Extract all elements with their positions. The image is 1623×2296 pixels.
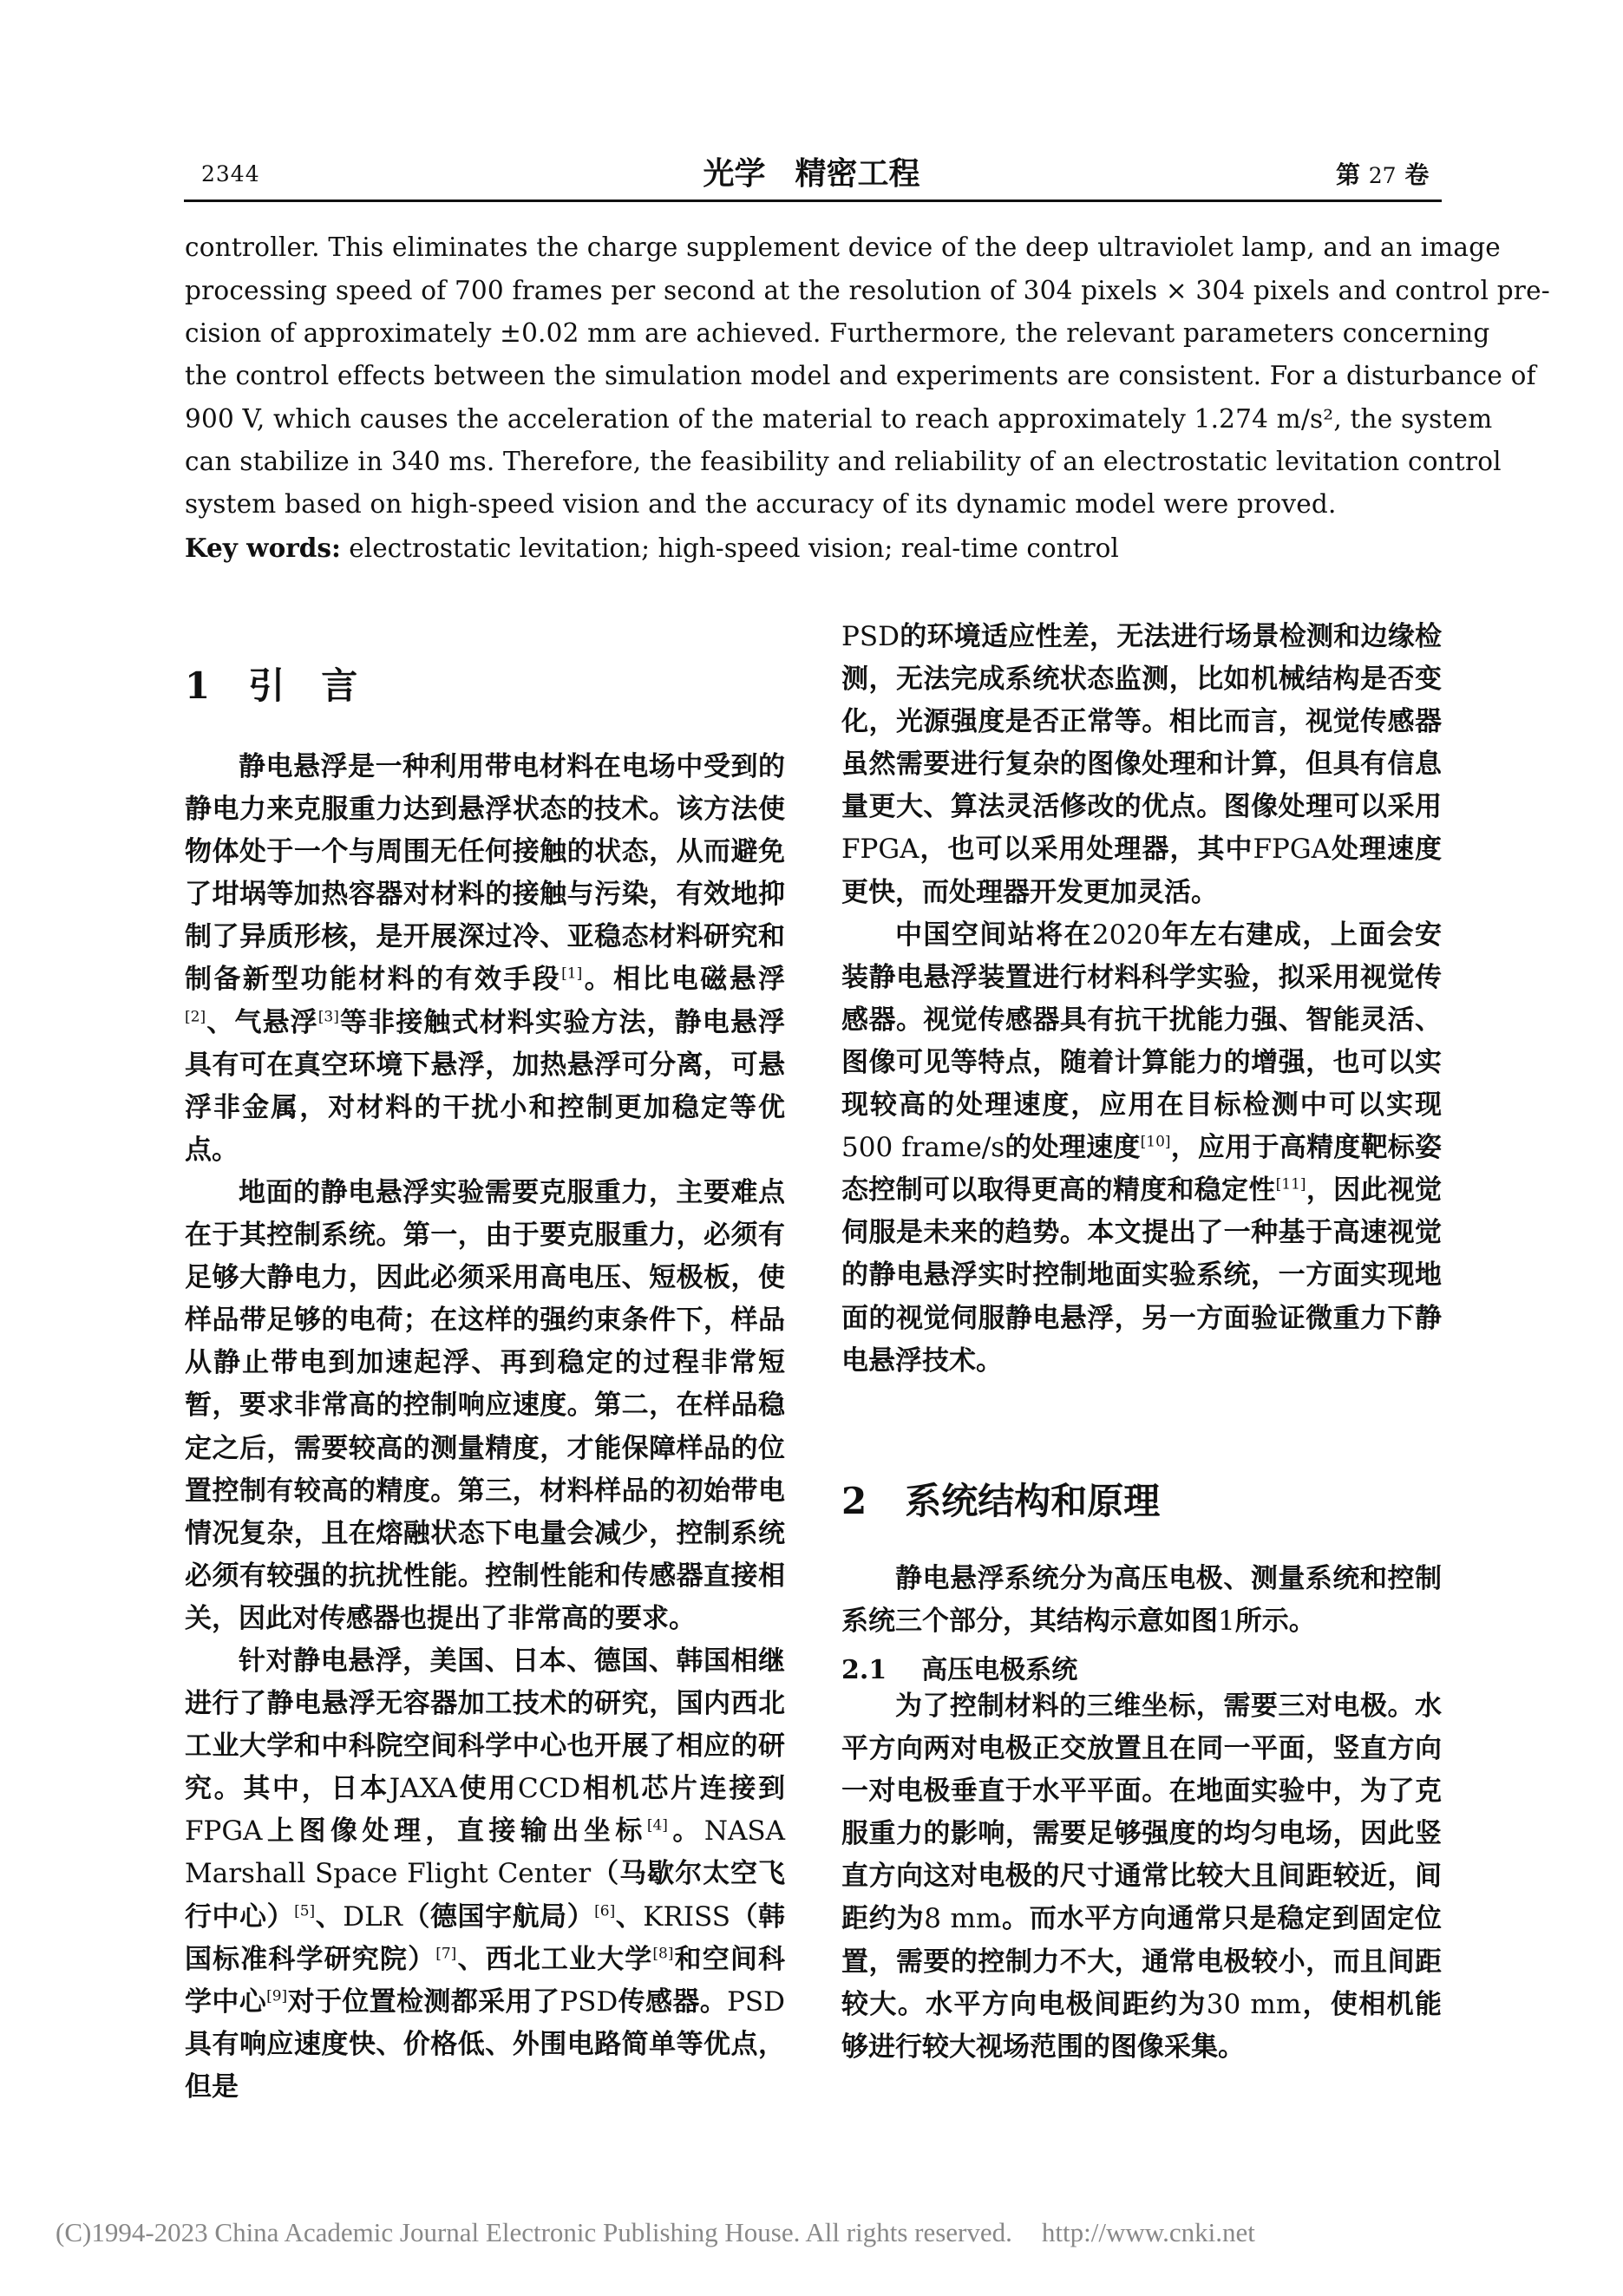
paragraph: 地面的静电悬浮实验需要克服重力，主要难点在于其控制系统。第一，由于要克服重力，必须有足够大静电力，因此必须采用高电压、短极板，使样品带足够的电荷；在这样的强约束条件下，样品从静止带电到加速起浮、再到稳定的过程非常短暂，要求非常高的控制响应速度。第二，在样品稳定之后，需要较高的测量精度，才能保障样品的位置控制有较高的精度。第三，材料样品的初始带电情况复杂，且在熔融状态下电量会减少，控制系统必须有较强的抗扰性能。控制性能和传感器直接相关，因此对传感器也提出了非常高的要求。 xyxy=(185,1176,785,1634)
paragraph-continued: PSD的环境适应性差，无法进行场景检测和边缘检测，无法完成系统状态监测，比如机械结构是否变化，光源强度是否正常等。相比而言，视觉传感器虽然需要进行复杂的图像处理和计算，但具有信息量更大、算法灵活修改的优点。图像处理可以采用FPGA，也可以采用处理器，其中FPGA处理速度更快，而处理器开发更加灵活。 xyxy=(841,621,1443,908)
section-number: 2 xyxy=(841,1480,867,1522)
volume-number: 27 xyxy=(1368,163,1397,188)
keywords-label: Key words: xyxy=(185,533,341,563)
citation[interactable]: [6] xyxy=(594,1902,616,1920)
citation[interactable]: [2] xyxy=(185,1008,206,1026)
abstract-line: the control effects between the simulation model and experiments are consistent. For a disturbance of xyxy=(185,361,1536,390)
header-rule xyxy=(184,200,1442,202)
subsection-number: 2.1 xyxy=(841,1655,887,1685)
abstract-line: cision of approximately ±0.02 mm are achieved. Furthermore, the relevant parameters concerning xyxy=(185,318,1490,348)
abstract-line: can stabilize in 340 ms. Therefore, the feasibility and reliability of an electrostatic levitation control xyxy=(185,447,1502,476)
abstract-line: 900 V, which causes the acceleration of the material to reach approximately 1.274 m/s², the system xyxy=(185,404,1493,434)
copyright-notice: (C)1994-2023 China Academic Journal Electronic Publishing House. All rights reserved. xyxy=(56,2217,1012,2247)
citation[interactable]: [4] xyxy=(646,1817,668,1835)
section-title: 引 言 xyxy=(248,664,358,707)
volume-prefix: 第 xyxy=(1336,160,1361,189)
left-column xyxy=(185,746,785,2109)
journal-title-part2: 精密工程 xyxy=(795,156,920,192)
citation[interactable]: [7] xyxy=(435,1945,457,1963)
paragraph: 静电悬浮系统分为高压电极、测量系统和控制系统三个部分，其结构示意如图1所示。 xyxy=(841,1563,1442,1638)
subsection-2-1-body xyxy=(841,1685,1442,2069)
paragraph: 为了控制材料的三维坐标，需要三对电极。水平方向两对电极正交放置且在同一平面，竖直方向一对电极垂直于水平平面。在地面实验中，为了克服重力的影响，需要足够强度的均匀电场，因此竖直方向这对电极的尺寸通常比较大且间距较近，间距约为8 mm。而水平方向通常只是稳定到固定位置，需要的控制力不大，通常电极较小，而且间距较大。水平方向电极间距约为30 mm，使相机能够进行较大视场范围的图像采集。 xyxy=(841,1691,1443,2063)
subsection-2-1-heading xyxy=(841,1648,1077,1686)
paragraph: 静电悬浮是一种利用带电材料在电场中受到的静电力来克服重力达到悬浮状态的技术。该方法使物体处于一个与周围无任何接触的状态，从而避免了坩埚等加热容器对材料的接触与污染，有效地抑制了异质形核，是开展深过冷、亚稳态材料研究和制备新型功能材料的有效手段[1]。相比电磁悬浮[2]、气悬浮[3]等非接触式材料实验方法，静电悬浮具有可在真空环境下悬浮，加热悬浮可分离，可悬浮非金属，对材料的干扰小和控制更加稳定等优点。 xyxy=(185,751,786,1166)
citation[interactable]: [1] xyxy=(561,965,583,984)
figure-ref[interactable]: 1 xyxy=(1218,1606,1235,1638)
citation[interactable]: [11] xyxy=(1275,1175,1306,1194)
footer-url[interactable]: http://www.cnki.net xyxy=(1041,2217,1255,2247)
abstract-line: system based on high-speed vision and the accuracy of its dynamic model were proved. xyxy=(185,489,1337,519)
volume-suffix: 卷 xyxy=(1404,160,1430,189)
section-title: 系统结构和原理 xyxy=(905,1480,1161,1522)
journal-title-part1: 光学 xyxy=(703,156,766,192)
citation[interactable]: [9] xyxy=(266,1987,288,2005)
citation[interactable]: [5] xyxy=(294,1902,316,1920)
page-number: 2344 xyxy=(201,161,260,186)
citation[interactable]: [8] xyxy=(652,1945,674,1963)
paragraph: 针对静电悬浮，美国、日本、德国、韩国相继进行了静电悬浮无容器加工技术的研究，国内西北工业大学和中科院空间科学中心也开展了相应的研究。其中，日本JAXA使用CCD相机芯片连接到FPGA上图像处理，直接输出坐标[4]。NASA Marshall Space Flight Center（马歇尔太空飞行中心）[5]、DLR（德国宇航局）[6]、KRISS（韩国标准科学研究院）[7]、西北工业大学[8]和空间科学中心[9]对于位置检测都采用了PSD传感器。PSD具有响应速度快、价格低、外围电路简单等优点，但是 xyxy=(185,1645,786,2103)
citation[interactable]: [3] xyxy=(317,1008,339,1026)
abstract-line: controller. This eliminates the charge supplement device of the deep ultraviolet lamp, and an image xyxy=(185,232,1501,262)
right-column xyxy=(841,616,1442,1383)
section-2-body xyxy=(841,1558,1442,1643)
citation[interactable]: [10] xyxy=(1140,1133,1171,1151)
abstract-line: processing speed of 700 frames per second at the resolution of 304 pixels × 304 pixels and control pre- xyxy=(185,276,1550,305)
footer xyxy=(56,2217,1255,2248)
section-number: 1 xyxy=(185,664,211,707)
keywords-text: electrostatic levitation; high-speed vision; real-time control xyxy=(340,533,1119,563)
section-1-heading xyxy=(185,657,357,710)
volume-label xyxy=(1336,156,1429,191)
subsection-title: 高压电极系统 xyxy=(921,1655,1078,1685)
paragraph: 中国空间站将在2020年左右建成，上面会安装静电悬浮装置进行材料科学实验，拟采用视觉传感器。视觉传感器具有抗干扰能力强、智能灵活、图像可见等特点，随着计算能力的增强，也可以实现较高的处理速度，应用在目标检测中可以实现500 frame/s的处理速度[10]，应用于高精度靶标姿态控制可以取得更高的精度和稳定性[11]，因此视觉伺服是未来的趋势。本文提出了一种基于高速视觉的静电悬浮实时控制地面实验系统，一方面实现地面的视觉伺服静电悬浮，另一方面验证微重力下静电悬浮技术。 xyxy=(841,919,1443,1377)
section-2-heading xyxy=(841,1473,1160,1525)
keywords xyxy=(185,533,1119,563)
